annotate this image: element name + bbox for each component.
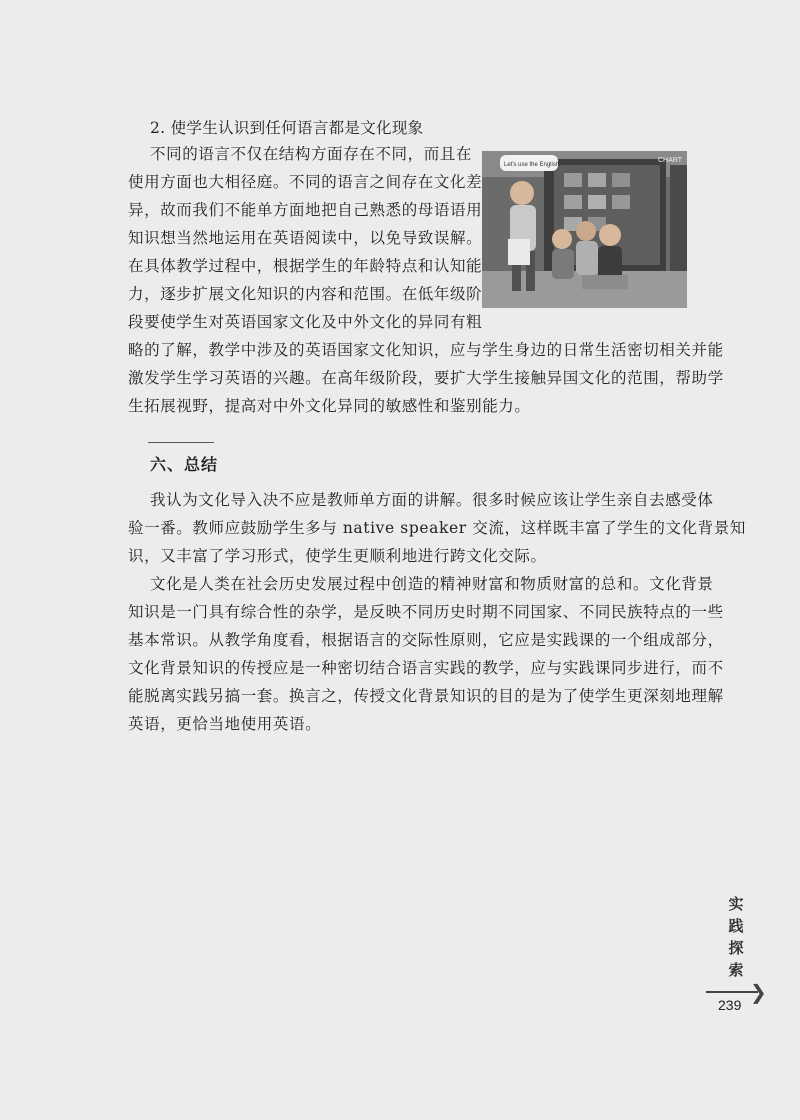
section-title: 六、总结 (150, 455, 219, 474)
paragraph-line: 基本常识。从教学角度看，根据语言的交际性原则，它应是实践课的一个组成部分， (128, 631, 724, 649)
paragraph-line: 略的了解，教学中涉及的英语国家文化知识，应与学生身边的日常生活密切相关并能 (128, 341, 724, 359)
side-label-char: 探 (728, 939, 744, 957)
side-label-char: 实 (728, 895, 744, 913)
paragraph-line: 文化是人类在社会历史发展过程中创造的精神财富和物质财富的总和。文化背景 (150, 575, 714, 593)
paragraph-line: 段要使学生对英语国家文化及中外文化的异同有粗 (128, 313, 483, 331)
section-side-label (726, 893, 746, 981)
paragraph-line: 知识是一门具有综合性的杂学，是反映不同历史时期不同国家、不同民族特点的一些 (128, 603, 724, 621)
paragraph-line: 识，又丰富了学习形式，使学生更顺利地进行跨文化交际。 (128, 547, 547, 565)
paragraph-line: 我认为文化导入决不应是教师单方面的讲解。很多时候应该让学生亲自去感受体 (150, 491, 714, 509)
paragraph-line: 生拓展视野，提高对中外文化异同的敏感性和鉴别能力。 (128, 397, 531, 415)
paragraph-line: 在具体教学过程中，根据学生的年龄特点和认知能 (128, 257, 483, 275)
paragraph-line: 能脱离实践另搞一套。换言之，传授文化背景知识的目的是为了使学生更深刻地理解 (128, 687, 724, 705)
subsection-heading: 2. 使学生认识到任何语言都是文化现象 (150, 119, 424, 137)
paragraph-line: 知识想当然地运用在英语阅读中，以免导致误解。 (128, 229, 483, 247)
section-divider (148, 442, 214, 443)
chart-label: CHART (658, 157, 682, 164)
page-number: 239 (718, 997, 742, 1013)
paragraph-line: 英语，更恰当地使用英语。 (128, 715, 322, 733)
paragraph-line: 验一番。教师应鼓励学生多与 native speaker 交流，这样既丰富了学生的文化背景知 (128, 519, 746, 537)
side-label-char: 践 (728, 917, 744, 935)
side-label-char: 索 (728, 961, 744, 979)
classroom-photo (482, 151, 687, 308)
chevron-right-icon: ❯ (750, 980, 767, 1004)
classroom-photo-illustration (482, 151, 687, 308)
paragraph-line: 不同的语言不仅在结构方面存在不同，而且在 (150, 145, 473, 163)
paragraph-line: 异，故而我们不能单方面地把自己熟悉的母语语用 (128, 201, 483, 219)
paragraph-line: 使用方面也大相径庭。不同的语言之间存在文化差 (128, 173, 483, 191)
speech-bubble-text: Let's use the English! (504, 162, 561, 168)
paragraph-line: 激发学生学习英语的兴趣。在高年级阶段，要扩大学生接触异国文化的范围，帮助学 (128, 369, 724, 387)
paragraph-line: 文化背景知识的传授应是一种密切结合语言实践的教学，应与实践课同步进行，而不 (128, 659, 724, 677)
paragraph-line: 力，逐步扩展文化知识的内容和范围。在低年级阶 (128, 285, 483, 303)
